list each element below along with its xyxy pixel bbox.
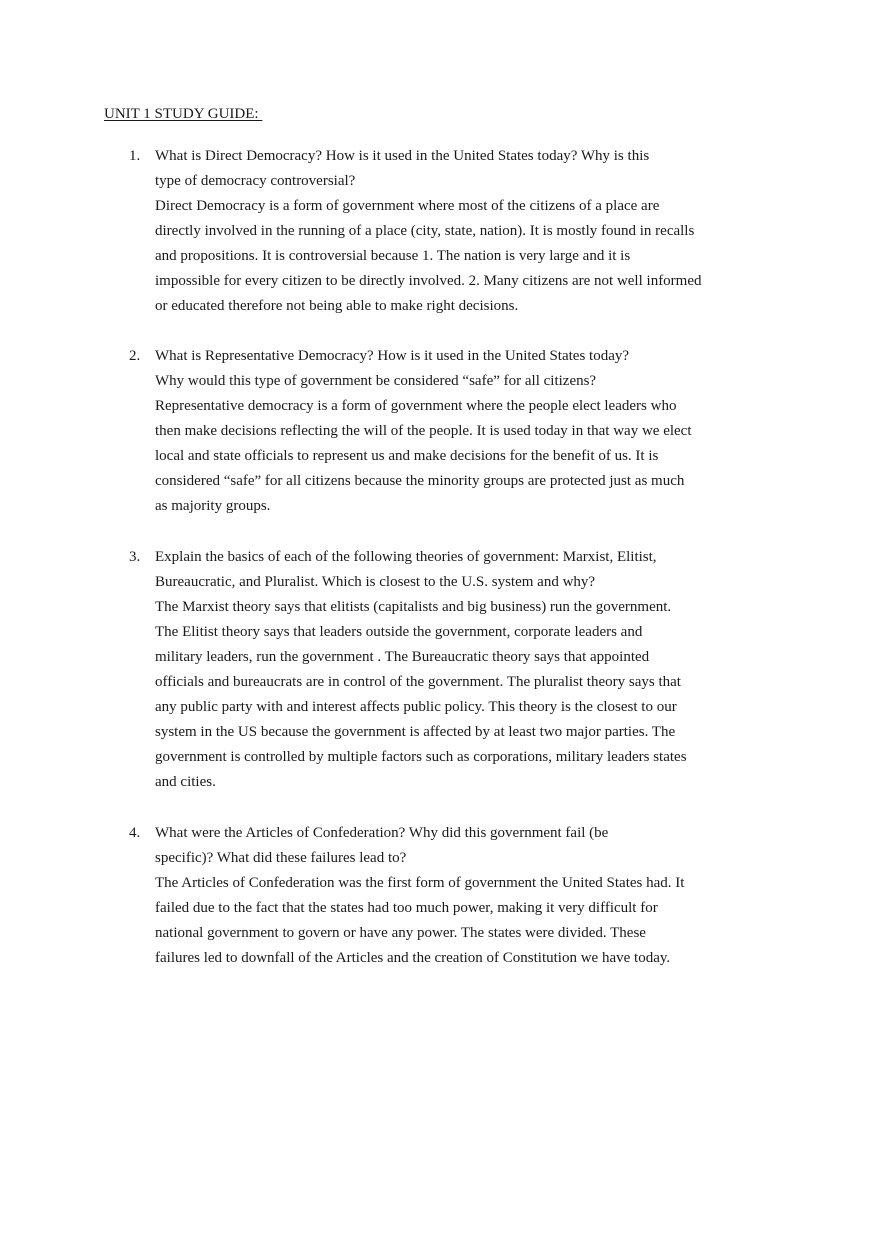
- question-text-line: What is Direct Democracy? How is it used in the United States today? Why is this: [155, 148, 650, 164]
- question-text-line: What is Representative Democracy? How is it used in the United States today?: [155, 348, 630, 364]
- answer-text-line: considered “safe” for all citizens because the minority groups are protected just as much: [155, 473, 685, 489]
- answer-text-line: military leaders, run the government . The Bureaucratic theory says that appointed: [155, 649, 650, 665]
- answer-text-line: Representative democracy is a form of government where the people elect leaders who: [155, 398, 677, 414]
- answer-text-line: local and state officials to represent us and make decisions for the benefit of us. It is: [155, 448, 659, 464]
- answer-text-line: Direct Democracy is a form of government where most of the citizens of a place are: [155, 198, 660, 214]
- question-number: 1.: [129, 148, 141, 164]
- answer-text-line: impossible for every citizen to be directly involved. 2. Many citizens are not well informed: [155, 273, 702, 289]
- answer-text-line: government is controlled by multiple factors such as corporations, military leaders states: [155, 749, 687, 765]
- answer-text-line: directly involved in the running of a place (city, state, nation). It is mostly found in recalls: [155, 223, 695, 239]
- answer-text-line: system in the US because the government is affected by at least two major parties. The: [155, 724, 676, 740]
- question-text-line: type of democracy controversial?: [155, 173, 356, 189]
- answer-text-line: The Articles of Confederation was the first form of government the United States had. It: [155, 875, 685, 891]
- answer-text-line: or educated therefore not being able to make right decisions.: [155, 298, 519, 314]
- answer-text-line: and propositions. It is controversial because 1. The nation is very large and it is: [155, 248, 631, 264]
- answer-text-line: failed due to the fact that the states had too much power, making it very difficult for: [155, 900, 658, 916]
- question-number: 2.: [129, 348, 141, 364]
- answer-text-line: failures led to downfall of the Articles and the creation of Constitution we have today.: [155, 950, 671, 966]
- answer-text-line: then make decisions reflecting the will of the people. It is used today in that way we elect: [155, 423, 692, 439]
- page-title: UNIT 1 STUDY GUIDE:: [104, 106, 263, 122]
- answer-text-line: as majority groups.: [155, 498, 271, 514]
- answer-text-line: The Elitist theory says that leaders outside the government, corporate leaders and: [155, 624, 643, 640]
- question-text-line: Explain the basics of each of the following theories of government: Marxist, Elitist,: [155, 549, 657, 565]
- answer-text-line: and cities.: [155, 774, 216, 790]
- answer-text-line: any public party with and interest affects public policy. This theory is the closest to our: [155, 699, 677, 715]
- question-number: 3.: [129, 549, 141, 565]
- question-number: 4.: [129, 825, 141, 841]
- question-text-line: Why would this type of government be considered “safe” for all citizens?: [155, 373, 597, 389]
- question-text-line: Bureaucratic, and Pluralist. Which is closest to the U.S. system and why?: [155, 574, 596, 590]
- answer-text-line: The Marxist theory says that elitists (capitalists and big business) run the government.: [155, 599, 672, 615]
- answer-text-line: officials and bureaucrats are in control of the government. The pluralist theory says that: [155, 674, 681, 690]
- question-text-line: What were the Articles of Confederation? Why did this government fail (be: [155, 825, 609, 841]
- question-text-line: specific)? What did these failures lead to?: [155, 850, 407, 866]
- answer-text-line: national government to govern or have any power. The states were divided. These: [155, 925, 646, 941]
